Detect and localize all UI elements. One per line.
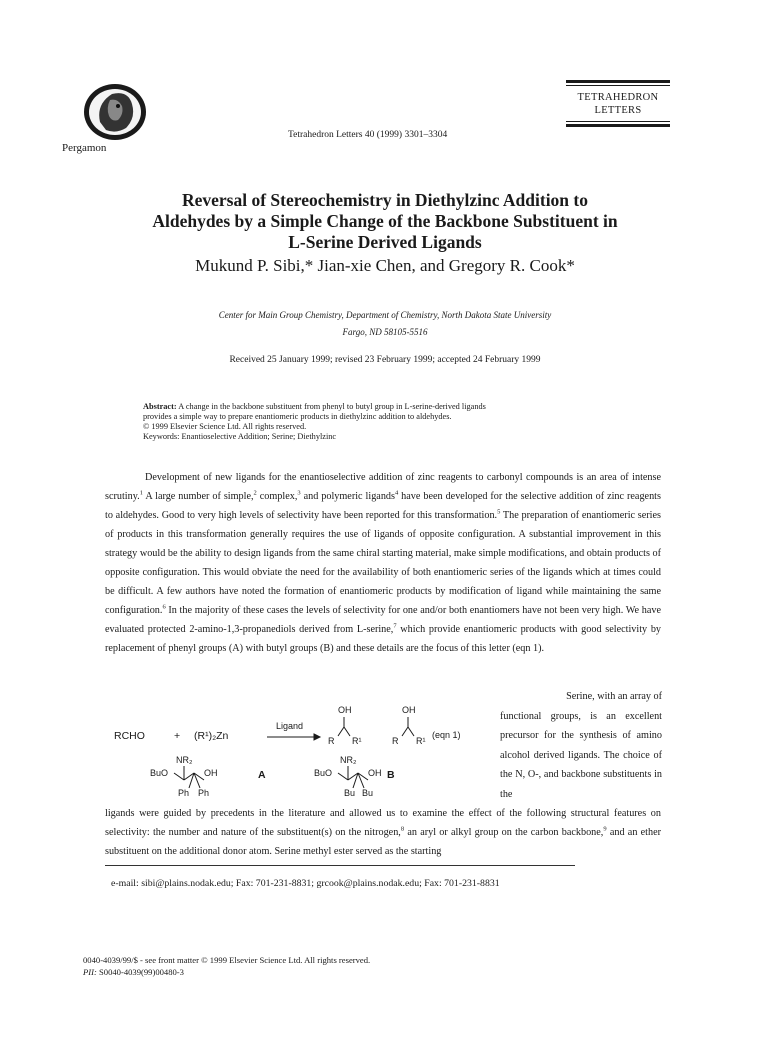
body-text-beside-scheme (500, 687, 662, 804)
body-text: The preparation of enantiomeric series of products in this transformation generally requires the use of ligands of opposite configuration. A substantial improvement in this strategy would be the ability to design ligands from the same chiral starting material, make simple modifications, and obtain products of opposite configuration. This would obviate the need for the availability of both enantiomeric series of the ligands which at times could be difficult. A few authors have noted the formation of enantiomeric products by modification of ligand while maintaining the same configuration. (105, 510, 661, 616)
body-paragraph (105, 804, 661, 861)
body-text: Serine, with an array of (566, 691, 662, 702)
substituent-r: R (392, 736, 399, 746)
reactant-aldehyde: RCHO (114, 730, 145, 742)
journal-masthead (566, 80, 670, 129)
contact-email-footnote: e-mail: sibi@plains.nodak.edu; Fax: 701-231-8831; grcook@plains.nodak.edu; Fax: 701-231-8831 (111, 878, 500, 889)
journal-name-line1: TETRAHEDRON (577, 92, 659, 103)
butyl-label: Bu (362, 788, 374, 798)
phenyl-label: Ph (198, 788, 210, 798)
affiliation (100, 307, 670, 341)
received-dates: Received 25 January 1999; revised 23 February 1999; accepted 24 February 1999 (229, 355, 541, 365)
title-line: Reversal of Stereochemistry in Diethylzinc Addition to (181, 190, 588, 210)
substituent-r: R (328, 736, 335, 746)
reactant-dialkylzinc: (R¹)₂Zn (194, 730, 229, 742)
reference-marker: 2 (253, 489, 257, 497)
journal-citation: Tetrahedron Letters 40 (1999) 3301–3304 (288, 130, 448, 140)
body-text: complex, (256, 491, 298, 502)
author-list: Mukund P. Sibi,* Jian-xie Chen, and Gregory R. Cook* (195, 256, 575, 275)
masthead-rule-bottom (566, 124, 670, 127)
substituent-r1: R¹ (416, 736, 426, 746)
body-text: In the majority of these cases the levels of selectivity for one and/or both enantiomers have not been very high. We have evaluated protected 2-amino-1,3-propanediols derived from L-serine, (105, 605, 661, 635)
reference-marker: 9 (603, 825, 607, 833)
pii-label: PII: (83, 967, 97, 977)
reference-marker: 8 (400, 825, 405, 833)
reference-marker: 4 (394, 489, 399, 497)
journal-name-line2: LETTERS (594, 105, 642, 116)
body-text: which provide enantiomeric products with good selectivity by replacement of phenyl groups (A) with butyl groups (B) and these details are the focus of this letter (eqn 1). (105, 624, 662, 654)
body-text: an aryl or alkyl group on the carbon backbone, (404, 827, 604, 838)
hydroxyl-label: OH (204, 768, 218, 778)
body-text: and an ether substituent on the additional donor atom. Serine methyl ester served as the starting (105, 827, 662, 857)
abstract (143, 402, 613, 442)
masthead-rule-bottom-thin (566, 121, 670, 122)
publisher-name: Pergamon (62, 142, 107, 154)
ligand-a-label: A (258, 769, 266, 781)
hydroxyl-label: OH (338, 705, 352, 715)
body-paragraph (105, 468, 661, 658)
reference-marker: 5 (497, 508, 501, 516)
reference-marker: 1 (139, 489, 143, 497)
plus-sign: + (174, 730, 181, 742)
issn-line: 0040-4039/99/$ - see front matter © 1999 Elsevier Science Ltd. All rights reserved. (83, 955, 371, 965)
body-text: ligands were guided by precedents in the literature and allowed us to examine the effect of the following structural features on selectivity: the number and nature of the substituent(s) on the nitrogen, (105, 808, 661, 838)
butyl-label: Bu (344, 788, 356, 798)
amine-label: NR₂ (340, 755, 357, 765)
abstract-text: provides a simple way to prepare enantiomeric products in diethylzinc addition to aldehydes. (143, 412, 452, 421)
phenyl-label: Ph (178, 788, 190, 798)
reference-marker: 3 (297, 489, 301, 497)
title-line: Aldehydes by a Simple Change of the Backbone Substituent in (152, 211, 618, 231)
reference-marker: 7 (393, 622, 397, 630)
abstract-text: A change in the backbone substituent from phenyl to butyl group in L-serine-derived ligands (176, 402, 486, 411)
body-text: A large number of simple, (142, 491, 254, 502)
body-text: and polymeric ligands (300, 491, 395, 502)
hydroxyl-label: OH (368, 768, 382, 778)
issn-block (83, 954, 370, 978)
ligand-b-label: B (387, 769, 395, 781)
masthead-rule-top (566, 80, 670, 83)
equation-number: (eqn 1) (432, 730, 461, 740)
keywords: Keywords: Enantioselective Addition; Serine; Diethylzinc (143, 432, 337, 441)
amine-label: NR₂ (176, 755, 193, 765)
abstract-label: Abstract: (143, 402, 177, 411)
butoxy-label: BuO (314, 768, 333, 778)
article-title (80, 190, 690, 253)
substituent-r1: R¹ (352, 736, 362, 746)
pii-value: S0040-4039(99)00480-3 (96, 967, 184, 977)
title-line: L-Serine Derived Ligands (288, 232, 482, 252)
reaction-scheme-bonds (112, 700, 502, 810)
affiliation-line: Center for Main Group Chemistry, Department of Chemistry, North Dakota State University (218, 310, 552, 320)
butoxy-label: BuO (150, 768, 169, 778)
body-text: functional groups, is an excellent precursor for the synthesis of amino alcohol derived ligands. The choice of the N, O-, and backbone substituents in the (500, 710, 662, 800)
elsevier-logo-icon (82, 82, 148, 142)
body-text: Development of new ligands for the enantioselective addition of zinc reagents to carbonyl compounds is an area of intense scrutiny. (105, 472, 661, 502)
reaction-scheme (112, 700, 502, 810)
reagent-label: Ligand (276, 721, 304, 731)
affiliation-line: Fargo, ND 58105-5516 (342, 327, 428, 337)
reference-marker: 6 (162, 603, 166, 611)
body-text: have been developed for the selective addition of zinc reagents to aldehydes. Good to very high levels of selectivity have been reported for this transformation. (105, 491, 661, 521)
copyright-notice: © 1999 Elsevier Science Ltd. All rights reserved. (143, 422, 307, 431)
footnote-divider (105, 865, 575, 866)
hydroxyl-label: OH (402, 705, 416, 715)
